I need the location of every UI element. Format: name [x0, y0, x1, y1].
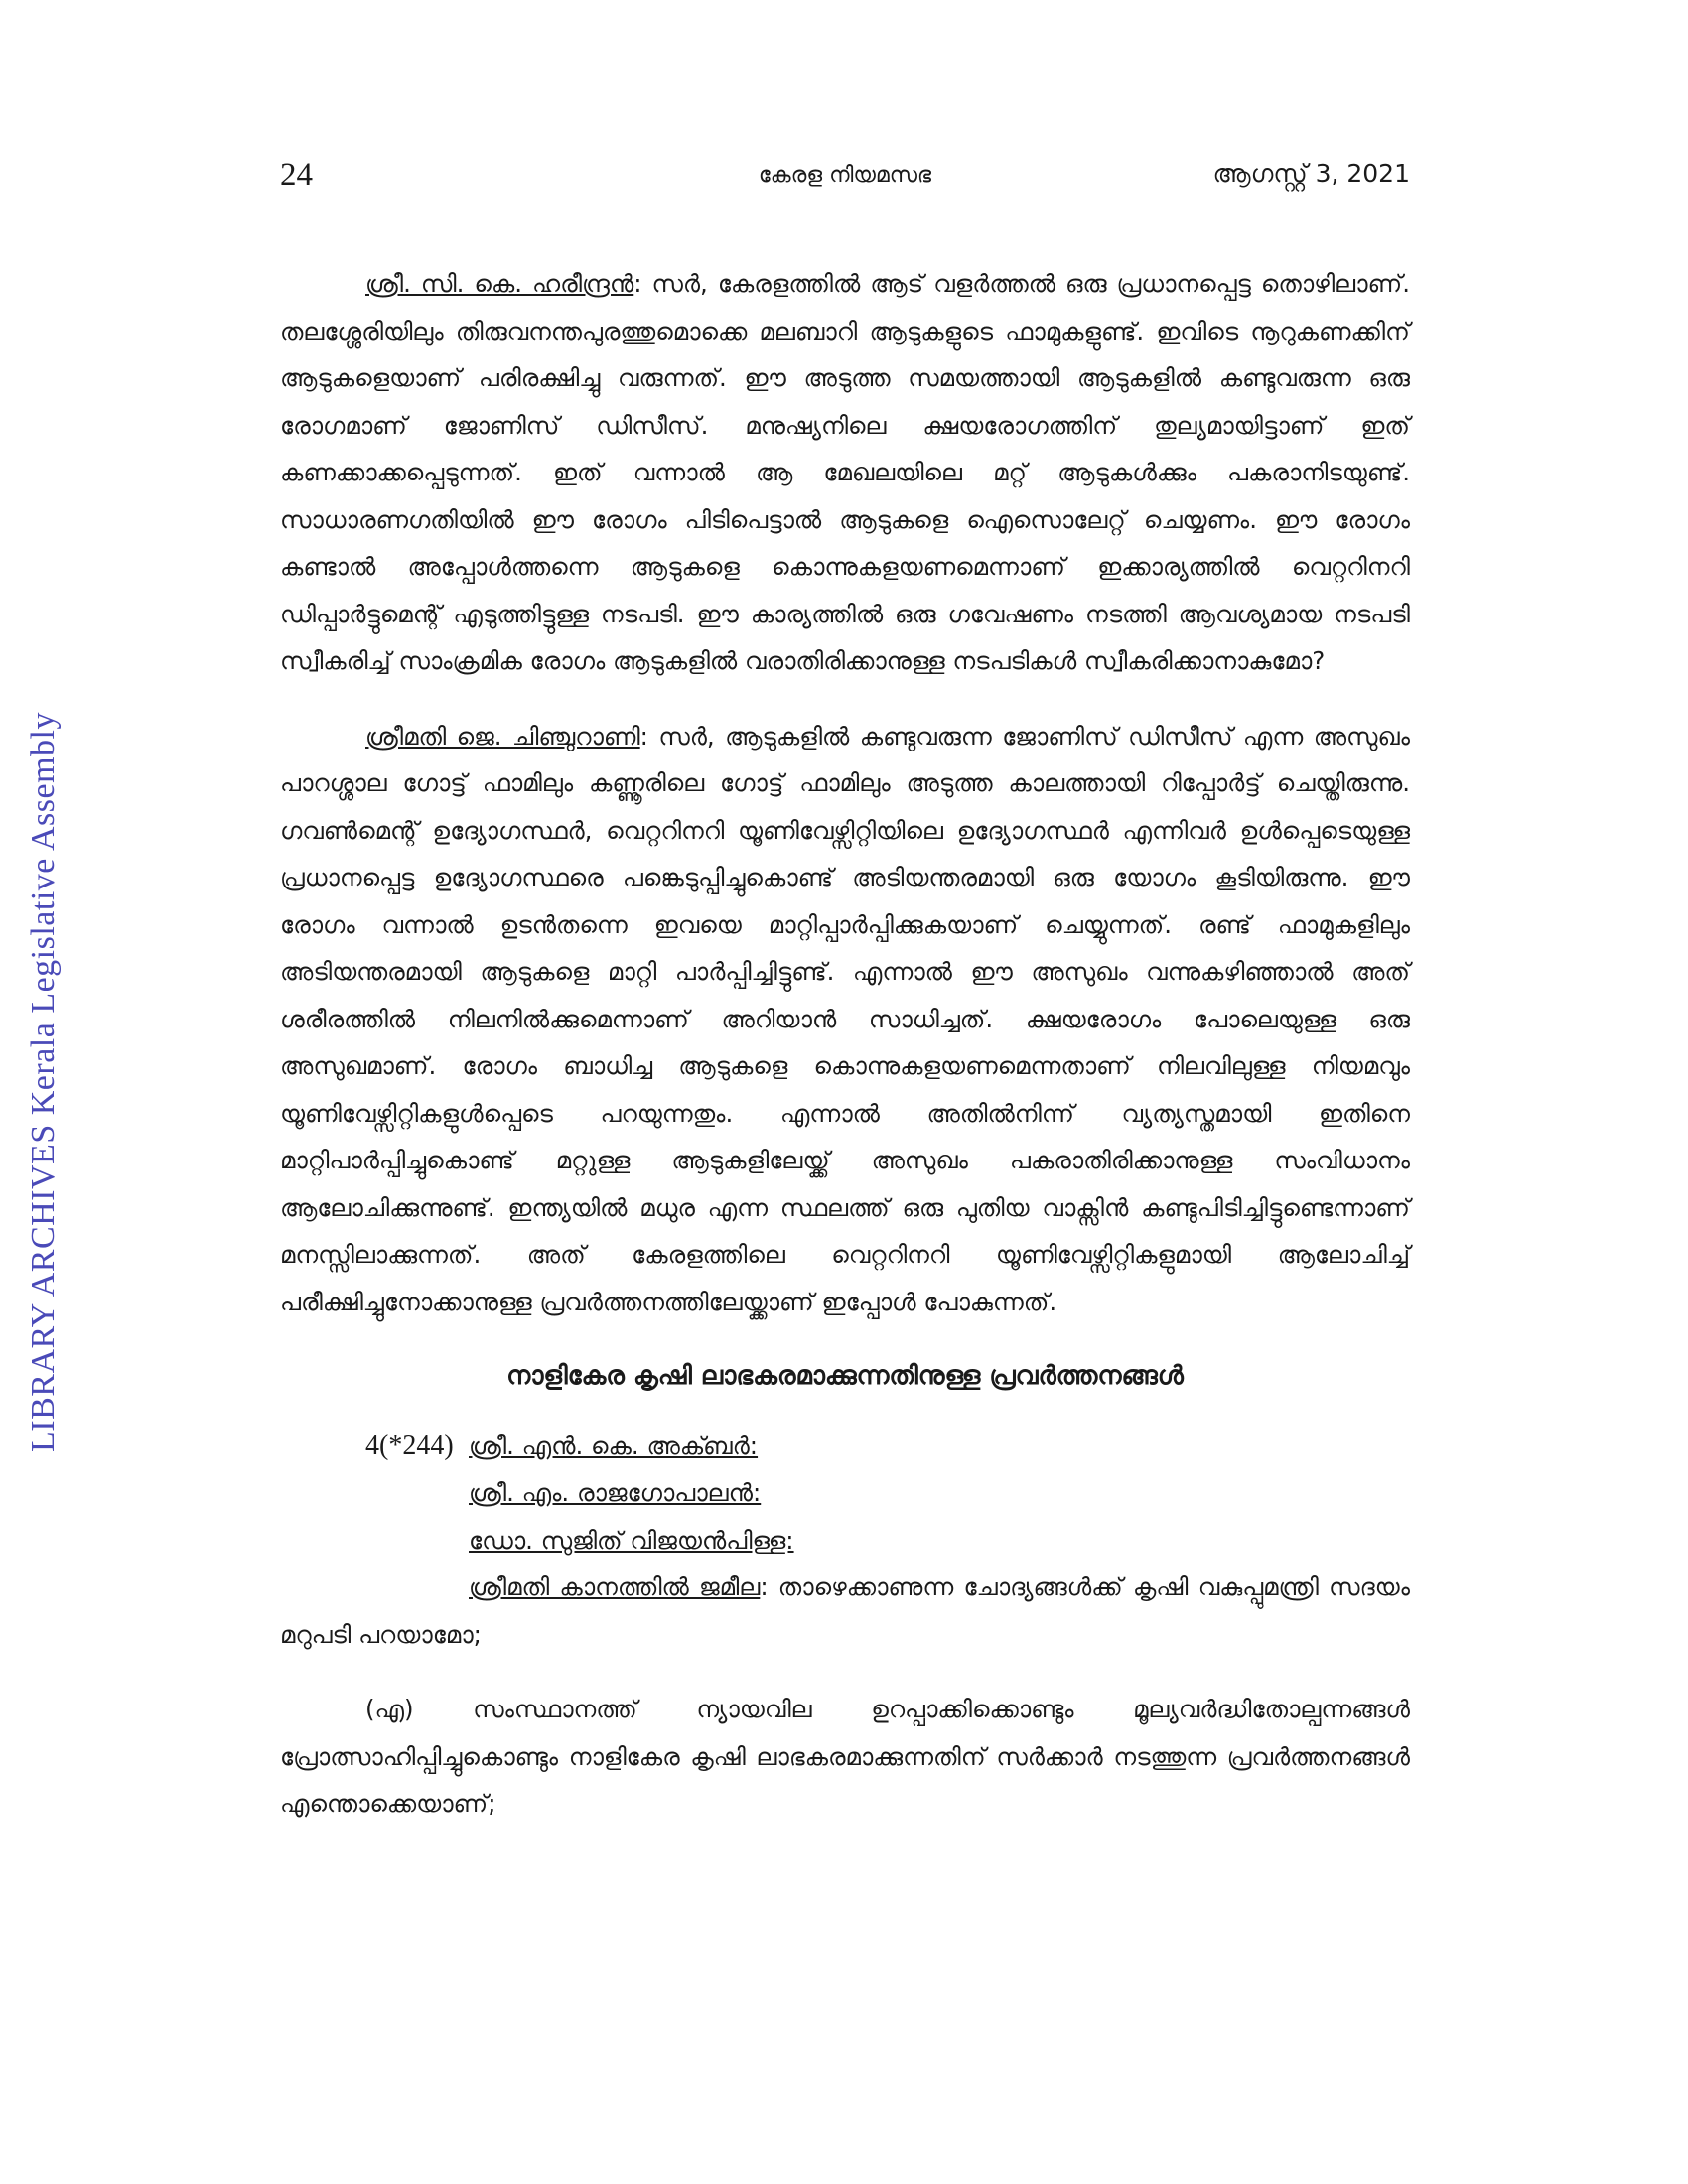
member-name: ശ്രീമതി കാനത്തിൽ ജമീല: [469, 1572, 761, 1601]
document-body: [280, 260, 1410, 1855]
speech-paragraph-1: [280, 260, 1410, 685]
header-title: കേരള നിയമസഭ: [758, 163, 932, 188]
speaker-name: ശ്രീമതി ജെ. ചിഞ്ചുറാണി: [365, 721, 640, 751]
question-intro-text: : താഴെക്കാണുന്ന ചോദ്യങ്ങൾക്ക് കൃഷി വകുപ്പുമന്ത്രി സദയം മറുപടി പറയാമോ;: [280, 1572, 1410, 1649]
question-intro: [280, 1564, 1410, 1658]
page-number: 24: [280, 157, 313, 193]
member-name: ശ്രീ. എം. രാജഗോപാലൻ:: [469, 1478, 762, 1507]
speech-paragraph-2: [280, 713, 1410, 1326]
member-name: ശ്രീ. എൻ. കെ. അക്ബർ:: [469, 1431, 759, 1460]
watermark-text: LIBRARY ARCHIVES Kerala Legislative Assembly: [25, 711, 62, 1453]
speech-text: : സർ, കേരളത്തിൽ ആട് വളർത്തൽ ഒരു പ്രധാനപ്പെട്ട തൊഴിലാണ്. തലശ്ശേരിയിലും തിരുവനന്തപുരത്തുമൊക്കെ മലബാറി ആടുകളുടെ ഫാമുകളുണ്ട്. ഇവിടെ നൂറുകണക്കിന് ആടുകളെയാണ് പരിരക്ഷിച്ചു വരുന്നത്. ഈ അടുത്ത സമയത്തായി ആടുകളിൽ കണ്ടുവരുന്ന ഒരു രോഗമാണ് ജോണിസ് ഡിസീസ്. മനുഷ്യനിലെ ക്ഷയരോഗത്തിന് തുല്യമായിട്ടാണ് ഇത് കണക്കാക്കപ്പെടുന്നത്. ഇത് വന്നാൽ ആ മേഖലയിലെ മറ്റ് ആടുകൾക്കും പകരാനിടയുണ്ട്. സാധാരണഗതിയിൽ ഈ രോഗം പിടിപെട്ടാൽ ആടുകളെ ഐസൊലേറ്റ് ചെയ്യണം. ഈ രോഗം കണ്ടാൽ അപ്പോൾത്തന്നെ ആടുകളെ കൊന്നുകളയണമെന്നാണ് ഇക്കാര്യത്തിൽ വെറ്ററിനറി ഡിപ്പാർട്ടുമെന്റ് എടുത്തിട്ടുള്ള നടപടി. ഈ കാര്യത്തിൽ ഒരു ഗവേഷണം നടത്തി ആവശ്യമായ നടപടി സ്വീകരിച്ച് സാംക്രമിക രോഗം ആടുകളിൽ വരാതിരിക്കാനുള്ള നടപടികൾ സ്വീകരിക്കാനാകുമോ?: [280, 269, 1410, 675]
member-name: ഡോ. സുജിത് വിജയൻപിള്ള:: [469, 1525, 794, 1555]
speech-text: : സർ, ആടുകളിൽ കണ്ടുവരുന്ന ജോണിസ് ഡിസീസ് എന്ന അസുഖം പാറശ്ശാല ഗോട്ട് ഫാമിലും കണ്ണൂരിലെ ഗോട്ട് ഫാമിലും അടുത്ത കാലത്തായി റിപ്പോർട്ട് ചെയ്തിരുന്നു. ഗവൺമെന്റ് ഉദ്യോഗസ്ഥർ, വെറ്ററിനറി യൂണിവേഴ്സിറ്റിയിലെ ഉദ്യോഗസ്ഥർ എന്നിവർ ഉൾപ്പെടെയുള്ള പ്രധാനപ്പെട്ട ഉദ്യോഗസ്ഥരെ പങ്കെടുപ്പിച്ചുകൊണ്ട് അടിയന്തരമായി ഒരു യോഗം കൂടിയിരുന്നു. ഈ രോഗം വന്നാൽ ഉടൻതന്നെ ഇവയെ മാറ്റിപ്പാർപ്പിക്കുകയാണ് ചെയ്യുന്നത്. രണ്ട് ഫാമുകളിലും അടിയന്തരമായി ആടുകളെ മാറ്റി പാർപ്പിച്ചിട്ടുണ്ട്. എന്നാൽ ഈ അസുഖം വന്നുകഴിഞ്ഞാൽ അത് ശരീരത്തിൽ നിലനിൽക്കുമെന്നാണ് അറിയാൻ സാധിച്ചത്. ക്ഷയരോഗം പോലെയുള്ള ഒരു അസുഖമാണ്. രോഗം ബാധിച്ച ആടുകളെ കൊന്നുകളയണമെന്നതാണ് നിലവിലുള്ള നിയമവും യൂണിവേഴ്സിറ്റികളുൾപ്പെടെ പറയുന്നതും. എന്നാൽ അതിൽനിന്ന് വ്യത്യസ്തമായി ഇതിനെ മാറ്റിപാർപ്പിച്ചുകൊണ്ട് മറ്റുള്ള ആടുകളിലേയ്ക്ക് അസുഖം പകരാതിരിക്കാനുള്ള സംവിധാനം ആലോചിക്കുന്നുണ്ട്. ഇന്ത്യയിൽ മധുര എന്ന സ്ഥലത്ത് ഒരു പുതിയ വാക്സിൻ കണ്ടുപിടിച്ചിട്ടുണ്ടെന്നാണ് മനസ്സിലാക്കുന്നത്. അത് കേരളത്തിലെ വെറ്ററിനറി യൂണിവേഴ്സിറ്റികളുമായി ആലോചിച്ച് പരീക്ഷിച്ചുനോക്കാനുള്ള പ്രവർത്തനത്തിലേയ്ക്കാണ് ഇപ്പോൾ പോകുന്നത്.: [280, 721, 1410, 1316]
member-list: [469, 1423, 1410, 1565]
section-heading: നാളികേര കൃഷി ലാഭകരമാക്കുന്നതിനുള്ള പ്രവർത്തനങ്ങൾ: [506, 1361, 1184, 1391]
page-header: [280, 157, 1410, 206]
header-date: ആഗസ്റ്റ് 3, 2021: [1212, 159, 1410, 188]
question-block: [280, 1423, 1410, 1565]
question-number: 4(*244): [365, 1430, 454, 1461]
sub-question-a: (എ) സംസ്ഥാനത്ത് ന്യായവില ഉറപ്പാക്കിക്കൊണ്ടും മൂല്യവർദ്ധിതോല്പന്നങ്ങൾ പ്രോത്സാഹിപ്പിച്ചുകൊണ്ടും നാളികേര കൃഷി ലാഭകരമാക്കുന്നതിന് സർക്കാർ നടത്തുന്ന പ്രവർത്തനങ്ങൾ എന്തൊക്കെയാണ്;: [280, 1695, 1410, 1818]
speaker-name: ശ്രീ. സി. കെ. ഹരീന്ദ്രൻ: [365, 269, 634, 298]
